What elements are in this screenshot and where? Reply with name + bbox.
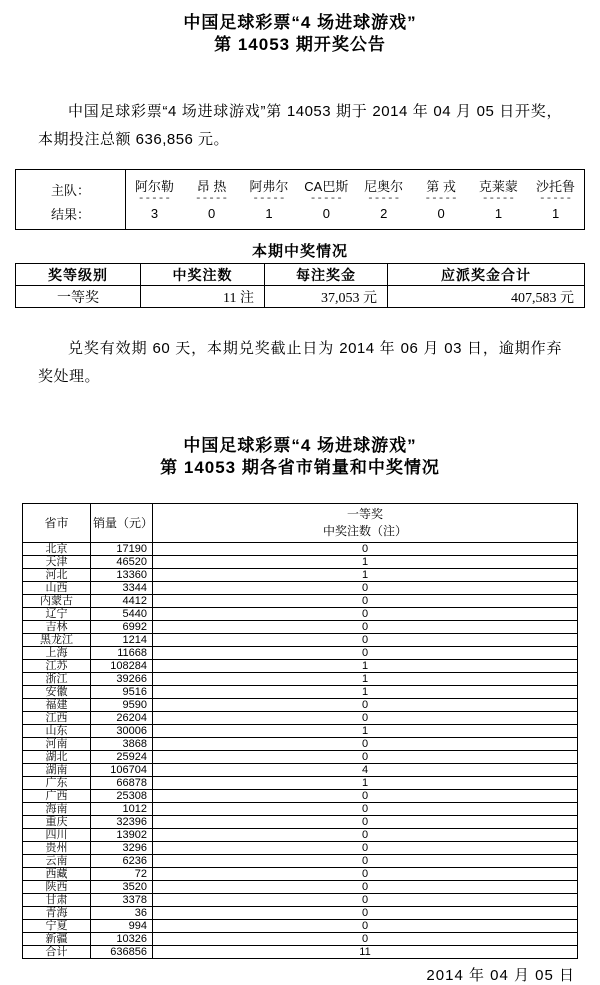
sales-cell: 3378 [91,894,153,907]
table-row [23,803,578,816]
table-row [23,608,578,621]
team-name: 第 戎 [426,179,456,194]
winners-cell: 0 [153,881,578,894]
table-row [23,816,578,829]
team-name-cell [412,170,469,204]
separator-dashes: ----- [309,193,343,205]
team-name-cell [240,170,297,204]
province-cell: 河南 [23,738,91,751]
table-row [23,894,578,907]
table-row [23,699,578,712]
team-name: 克莱蒙 [478,179,518,194]
total-prize-amount-cell: 407,583 元 [388,286,585,308]
province-cell: 江西 [23,712,91,725]
province-cell: 陕西 [23,881,91,894]
province-section-title-line1: 中国足球彩票“4 场进球游戏” [183,436,417,455]
province-cell: 黑龙江 [23,634,91,647]
home-team-label: 主队： [16,170,126,204]
match-result-cell: 0 [322,205,330,221]
page-title-line2: 第 14053 期开奖公告 [214,35,386,54]
sales-cell: 5440 [91,608,153,621]
sales-cell: 9516 [91,686,153,699]
page-title [0,0,600,56]
prize-column-header: 应派奖金合计 [388,264,585,286]
first-prize-column-header [153,504,578,543]
team-name: CA巴斯 [304,179,349,194]
per-prize-amount-cell: 37,053 元 [265,286,388,308]
province-cell: 内蒙古 [23,595,91,608]
team-name-cell [355,170,412,204]
sales-cell: 25924 [91,751,153,764]
province-cell: 吉林 [23,621,91,634]
province-cell: 重庆 [23,816,91,829]
province-cell: 宁夏 [23,920,91,933]
winners-cell: 0 [153,595,578,608]
province-cell: 广西 [23,790,91,803]
sales-cell: 3296 [91,842,153,855]
sales-cell: 36 [91,907,153,920]
match-result-cell: 0 [207,205,216,221]
page-title-line1: 中国足球彩票“4 场进球游戏” [183,13,417,32]
results-row [16,203,585,230]
province-cell: 天津 [23,556,91,569]
table-row [23,621,578,634]
province-cell: 四川 [23,829,91,842]
prize-column-header: 奖等级别 [16,264,141,286]
intro-paragraph: 中国足球彩票“4 场进球游戏”第 14053 期于 2014 年 04 月 05 日开奖，本期投注总额 636,856 元。 [38,103,562,148]
province-cell: 云南 [23,855,91,868]
sales-cell: 6236 [91,855,153,868]
province-cell: 湖南 [23,764,91,777]
winners-cell: 0 [153,582,578,595]
team-name: 阿弗尔 [249,179,289,194]
sales-cell: 4412 [91,595,153,608]
province-sales-table [22,503,578,959]
winners-cell: 0 [153,608,578,621]
winners-cell: 1 [153,777,578,790]
sales-column-header: 销量（元） [91,504,153,543]
province-cell: 上海 [23,647,91,660]
province-cell: 合计 [23,946,91,959]
table-row [23,764,578,777]
sales-cell: 994 [91,920,153,933]
table-row [23,920,578,933]
winners-cell: 1 [153,660,578,673]
province-section-title [0,435,600,479]
province-cell: 山西 [23,582,91,595]
province-section-title-line2: 第 14053 期各省市销量和中奖情况 [160,458,440,477]
table-row [23,582,578,595]
table-row [23,673,578,686]
redeem-paragraph: 兑奖有效期 60 天，本期兑奖截止日为 2014 年 06 月 03 日，逾期作弃奖处理。 [38,340,562,385]
match-result-cell: 1 [494,205,503,221]
sales-cell: 3520 [91,881,153,894]
home-teams-row [16,170,585,204]
prize-section-title: 本期中奖情况 [251,243,348,260]
match-results-table [15,169,585,230]
winners-cell: 0 [153,920,578,933]
winners-cell: 1 [153,673,578,686]
table-row [23,595,578,608]
table-row [23,543,578,556]
table-row [23,751,578,764]
sales-cell: 9590 [91,699,153,712]
winners-cell: 4 [153,764,578,777]
sales-cell: 46520 [91,556,153,569]
province-cell: 浙江 [23,673,91,686]
province-cell: 广东 [23,777,91,790]
separator-dashes: ----- [137,193,171,205]
match-result-cell: 2 [380,205,388,221]
announcement-date: 2014 年 04 月 05 日 [426,967,575,984]
table-row [23,634,578,647]
sales-cell: 108284 [91,660,153,673]
prize-table [15,263,585,308]
winners-cell: 0 [153,803,578,816]
winners-cell: 1 [153,556,578,569]
province-table-header-row [23,504,578,543]
province-cell: 北京 [23,543,91,556]
winners-cell: 11 [153,946,578,959]
table-row [23,556,578,569]
winners-cell: 1 [153,569,578,582]
winners-cell: 0 [153,855,578,868]
separator-dashes: ----- [252,193,286,205]
table-row [23,881,578,894]
separator-dashes: ----- [367,193,401,205]
team-name: 昂 热 [196,179,227,194]
winners-cell: 0 [153,829,578,842]
winners-cell: 0 [153,712,578,725]
province-cell: 海南 [23,803,91,816]
sales-cell: 72 [91,868,153,881]
prize-column-header: 每注奖金 [265,264,388,286]
winners-cell: 0 [153,634,578,647]
sales-cell: 106704 [91,764,153,777]
first-prize-header-line1: 一等奖 [346,507,383,521]
province-cell: 湖北 [23,751,91,764]
team-name-cell [527,170,584,204]
table-row [23,868,578,881]
prize-table-data-row [16,286,585,308]
separator-dashes: ----- [539,193,573,205]
winners-cell: 0 [153,868,578,881]
sales-cell: 1214 [91,634,153,647]
team-name-cell [470,170,527,204]
winners-cell: 0 [153,842,578,855]
separator-dashes: ----- [424,193,458,205]
winners-cell: 0 [153,738,578,751]
sales-cell: 39266 [91,673,153,686]
team-name-cell [298,170,355,204]
province-cell: 山东 [23,725,91,738]
table-row [23,660,578,673]
province-cell: 青海 [23,907,91,920]
winners-cell: 0 [153,907,578,920]
team-name: 阿尔勒 [134,179,174,194]
table-row [23,842,578,855]
table-row [23,855,578,868]
sales-cell: 13360 [91,569,153,582]
table-row [23,907,578,920]
sales-cell: 25308 [91,790,153,803]
sales-cell: 26204 [91,712,153,725]
winners-cell: 1 [153,725,578,738]
sales-cell: 32396 [91,816,153,829]
first-prize-header-line2: 中奖注数（注） [322,524,407,538]
sales-cell: 30006 [91,725,153,738]
separator-dashes: ----- [481,193,515,205]
result-label: 结果： [16,203,126,230]
table-row [23,829,578,842]
sales-cell: 636856 [91,946,153,959]
team-name-cell [126,170,183,204]
winners-cell: 0 [153,816,578,829]
province-cell: 贵州 [23,842,91,855]
table-row [23,738,578,751]
match-result-cell: 1 [265,205,273,221]
winners-cell: 0 [153,933,578,946]
province-cell: 河北 [23,569,91,582]
province-cell: 江苏 [23,660,91,673]
match-result-cell: 1 [551,205,560,221]
province-column-header: 省市 [23,504,91,543]
province-cell: 安徽 [23,686,91,699]
match-result-cell: 0 [437,205,445,221]
table-row [23,725,578,738]
province-cell: 福建 [23,699,91,712]
province-cell: 辽宁 [23,608,91,621]
winners-cell: 0 [153,894,578,907]
table-row [23,790,578,803]
sales-cell: 6992 [91,621,153,634]
winners-cell: 0 [153,647,578,660]
winners-cell: 0 [153,790,578,803]
winners-cell: 0 [153,699,578,712]
sales-cell: 13902 [91,829,153,842]
sales-cell: 3868 [91,738,153,751]
match-result-cell: 3 [150,205,159,221]
team-name: 尼奥尔 [364,179,404,194]
sales-cell: 3344 [91,582,153,595]
prize-level-cell: 一等奖 [16,286,141,308]
team-name: 沙托鲁 [536,179,576,194]
prize-table-header-row [16,264,585,286]
sales-cell: 1012 [91,803,153,816]
sales-cell: 17190 [91,543,153,556]
table-row [23,946,578,959]
sales-cell: 10326 [91,933,153,946]
separator-dashes: ----- [195,193,229,205]
table-row [23,777,578,790]
winners-cell: 1 [153,686,578,699]
winners-cell: 0 [153,751,578,764]
sales-cell: 66878 [91,777,153,790]
winners-cell: 0 [153,543,578,556]
province-cell: 西藏 [23,868,91,881]
table-row [23,647,578,660]
prize-column-header: 中奖注数 [141,264,265,286]
table-row [23,569,578,582]
sales-cell: 11668 [91,647,153,660]
table-row [23,686,578,699]
prize-count-cell: 11 注 [141,286,265,308]
province-cell: 新疆 [23,933,91,946]
winners-cell: 0 [153,621,578,634]
team-name-cell [183,170,240,204]
province-cell: 甘肃 [23,894,91,907]
table-row [23,933,578,946]
table-row [23,712,578,725]
